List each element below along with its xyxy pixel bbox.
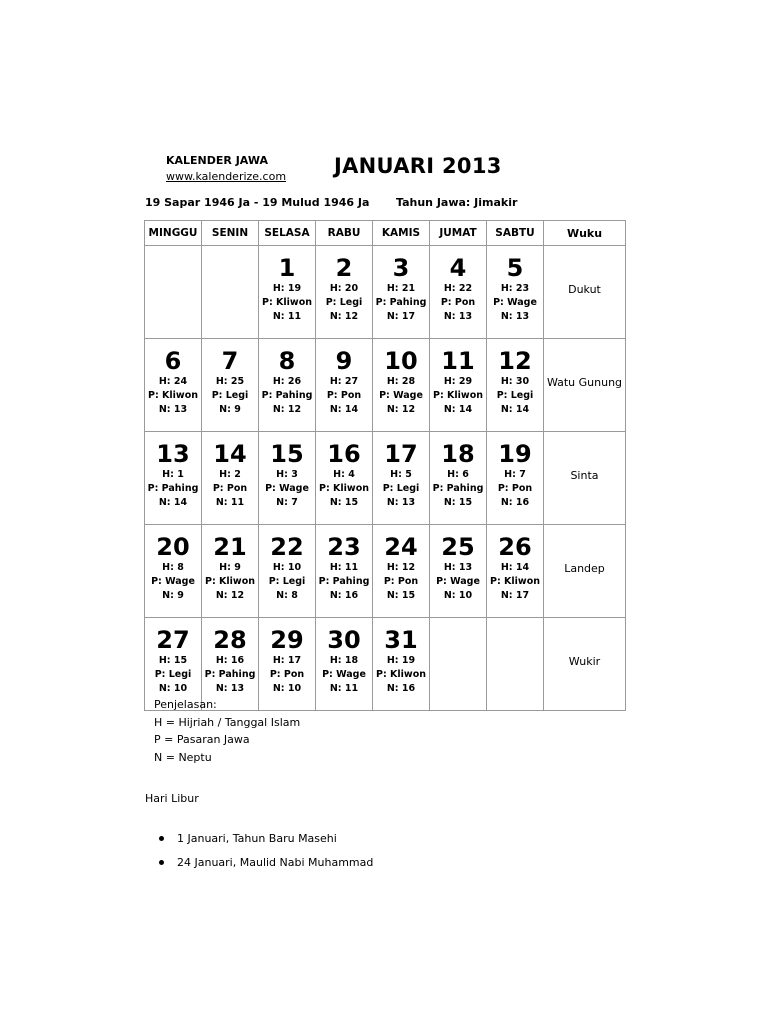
day-cell: [430, 246, 487, 339]
day-number: 28: [213, 626, 247, 654]
neptu: N: 17: [386, 311, 416, 322]
hijri-date: H: 6: [447, 469, 469, 480]
pasaran: P: Wage: [436, 576, 480, 587]
day-cell: [202, 525, 259, 618]
day-number: 27: [156, 626, 190, 654]
neptu: N: 15: [443, 497, 473, 508]
weekday-header: SABTU: [487, 221, 544, 246]
day-number: 31: [384, 626, 418, 654]
day-number: 12: [498, 347, 532, 375]
day-cell: [259, 525, 316, 618]
pasaran: P: Pon: [212, 483, 248, 494]
neptu: N: 11: [272, 311, 302, 322]
day-number: 13: [156, 440, 190, 468]
hijri-date: H: 21: [386, 283, 416, 294]
pasaran: P: Kliwon: [375, 669, 426, 680]
wuku-cell: Wukir: [544, 618, 626, 711]
week-row: [145, 432, 626, 525]
day-number: 2: [335, 254, 353, 282]
hijri-date: H: 17: [272, 655, 302, 666]
pasaran: P: Legi: [268, 576, 306, 587]
neptu: N: 12: [329, 311, 359, 322]
day-cell: [487, 339, 544, 432]
day-number: 30: [327, 626, 361, 654]
pasaran: P: Kliwon: [432, 390, 483, 401]
pasaran: P: Wage: [151, 576, 195, 587]
hijri-date: H: 5: [390, 469, 412, 480]
neptu: N: 10: [158, 683, 188, 694]
hijri-date: H: 23: [500, 283, 530, 294]
hijri-date: H: 29: [443, 376, 473, 387]
neptu: N: 13: [386, 497, 416, 508]
brand-title: KALENDER JAWA: [166, 154, 268, 167]
wuku-cell: Dukut: [544, 246, 626, 339]
holidays-title: Hari Libur: [145, 792, 199, 805]
hijri-date: H: 7: [504, 469, 526, 480]
neptu: N: 12: [215, 590, 245, 601]
pasaran: P: Kliwon: [147, 390, 198, 401]
neptu: N: 16: [500, 497, 530, 508]
day-number: 20: [156, 533, 190, 561]
day-number: 16: [327, 440, 361, 468]
day-number: 7: [221, 347, 239, 375]
pasaran: P: Legi: [325, 297, 363, 308]
day-cell: [145, 525, 202, 618]
day-cell: [316, 525, 373, 618]
day-cell: [373, 246, 430, 339]
hijri-date: H: 25: [215, 376, 245, 387]
pasaran: P: Kliwon: [261, 297, 312, 308]
hijri-date: H: 16: [215, 655, 245, 666]
day-number: 25: [441, 533, 475, 561]
brand-url-link[interactable]: www.kalenderize.com: [166, 170, 287, 183]
neptu: N: 14: [500, 404, 530, 415]
day-cell: [373, 618, 430, 711]
pasaran: P: Pahing: [432, 483, 484, 494]
pasaran: P: Wage: [265, 483, 309, 494]
hijri-date: H: 15: [158, 655, 188, 666]
hijri-date: H: 1: [162, 469, 184, 480]
wuku-cell: Sinta: [544, 432, 626, 525]
neptu: N: 16: [386, 683, 416, 694]
pasaran: P: Wage: [493, 297, 537, 308]
day-cell: [373, 339, 430, 432]
wuku-cell: Landep: [544, 525, 626, 618]
pasaran: P: Kliwon: [489, 576, 540, 587]
neptu: N: 14: [443, 404, 473, 415]
legend-title: Penjelasan:: [154, 698, 217, 711]
day-number: 24: [384, 533, 418, 561]
pasaran: P: Pahing: [318, 576, 370, 587]
neptu: N: 15: [329, 497, 359, 508]
neptu: N: 10: [443, 590, 473, 601]
hijri-date: H: 18: [329, 655, 359, 666]
day-cell: [373, 432, 430, 525]
neptu: N: 15: [386, 590, 416, 601]
day-number: 17: [384, 440, 418, 468]
pasaran: P: Legi: [211, 390, 249, 401]
weekday-header: MINGGU: [145, 221, 202, 246]
hijri-date: H: 22: [443, 283, 473, 294]
neptu: N: 14: [329, 404, 359, 415]
holiday-item: [159, 850, 373, 874]
weekday-header: SENIN: [202, 221, 259, 246]
neptu: N: 10: [272, 683, 302, 694]
hijri-date: H: 8: [162, 562, 184, 573]
hijri-date: H: 19: [272, 283, 302, 294]
neptu: N: 13: [500, 311, 530, 322]
tahun-jawa: Tahun Jawa: Jimakir: [396, 196, 518, 209]
day-cell: [430, 432, 487, 525]
pasaran: P: Legi: [154, 669, 192, 680]
pasaran: P: Pon: [269, 669, 305, 680]
bullet-icon: [159, 836, 164, 841]
week-row: [145, 339, 626, 432]
hijri-date: H: 12: [386, 562, 416, 573]
day-number: 3: [392, 254, 410, 282]
pasaran: P: Kliwon: [204, 576, 255, 587]
hijri-date: H: 19: [386, 655, 416, 666]
hijri-date: H: 2: [219, 469, 241, 480]
day-cell: [259, 432, 316, 525]
wuku-cell: Watu Gunung: [544, 339, 626, 432]
day-cell: [430, 525, 487, 618]
day-cell: [202, 432, 259, 525]
day-cell: [487, 246, 544, 339]
neptu: N: 14: [158, 497, 188, 508]
empty-day-cell: [145, 246, 202, 339]
neptu: N: 8: [276, 590, 298, 601]
day-number: 15: [270, 440, 304, 468]
hijri-date: H: 20: [329, 283, 359, 294]
weekday-header: RABU: [316, 221, 373, 246]
day-cell: [145, 432, 202, 525]
legend-item-p: P = Pasaran Jawa: [154, 733, 250, 746]
day-number: 6: [164, 347, 182, 375]
day-cell: [202, 339, 259, 432]
day-number: 8: [278, 347, 296, 375]
day-cell: [316, 246, 373, 339]
legend-item-h: H = Hijriah / Tanggal Islam: [154, 715, 301, 729]
empty-day-cell: [430, 618, 487, 711]
day-cell: [487, 525, 544, 618]
legend: [154, 696, 300, 766]
day-number: 23: [327, 533, 361, 561]
hijri-date: H: 13: [443, 562, 473, 573]
pasaran: P: Pahing: [204, 669, 256, 680]
holiday-text: 24 Januari, Maulid Nabi Muhammad: [177, 855, 374, 869]
hijri-date: H: 30: [500, 376, 530, 387]
day-number: 21: [213, 533, 247, 561]
neptu: N: 13: [215, 683, 245, 694]
day-number: 11: [441, 347, 475, 375]
hijri-date: H: 9: [219, 562, 241, 573]
day-cell: [259, 339, 316, 432]
neptu: N: 17: [500, 590, 530, 601]
pasaran: P: Legi: [496, 390, 534, 401]
week-row: [145, 525, 626, 618]
holiday-item: [159, 826, 373, 850]
day-cell: [373, 525, 430, 618]
day-cell: [259, 246, 316, 339]
brand-block: [166, 153, 286, 185]
neptu: N: 16: [329, 590, 359, 601]
day-number: 4: [449, 254, 467, 282]
day-cell: [316, 618, 373, 711]
hijri-date: H: 24: [158, 376, 188, 387]
pasaran: P: Pahing: [147, 483, 199, 494]
day-cell: [145, 339, 202, 432]
day-cell: [316, 339, 373, 432]
day-number: 14: [213, 440, 247, 468]
calendar-header-row: [145, 221, 626, 246]
hijri-date: H: 10: [272, 562, 302, 573]
day-number: 9: [335, 347, 353, 375]
wuku-column-header: Wuku: [544, 221, 626, 246]
hijri-date: H: 14: [500, 562, 530, 573]
pasaran: P: Wage: [322, 669, 366, 680]
neptu: N: 7: [276, 497, 298, 508]
empty-day-cell: [202, 246, 259, 339]
pasaran: P: Pahing: [375, 297, 427, 308]
day-number: 26: [498, 533, 532, 561]
week-row: [145, 246, 626, 339]
day-number: 5: [506, 254, 524, 282]
pasaran: P: Pahing: [261, 390, 313, 401]
pasaran: P: Pon: [383, 576, 419, 587]
holidays-list: [159, 826, 373, 874]
javanese-date-range: 19 Sapar 1946 Ja - 19 Mulud 1946 Ja: [145, 196, 370, 209]
day-number: 22: [270, 533, 304, 561]
weekday-header: JUMAT: [430, 221, 487, 246]
neptu: N: 13: [443, 311, 473, 322]
neptu: N: 12: [386, 404, 416, 415]
neptu: N: 9: [162, 590, 184, 601]
bullet-icon: [159, 860, 164, 865]
hijri-date: H: 28: [386, 376, 416, 387]
hijri-date: H: 27: [329, 376, 359, 387]
pasaran: P: Kliwon: [318, 483, 369, 494]
month-title: JANUARI 2013: [334, 154, 502, 178]
pasaran: P: Pon: [497, 483, 533, 494]
hijri-date: H: 4: [333, 469, 355, 480]
neptu: N: 9: [219, 404, 241, 415]
day-number: 1: [278, 254, 296, 282]
neptu: N: 12: [272, 404, 302, 415]
day-number: 18: [441, 440, 475, 468]
neptu: N: 13: [158, 404, 188, 415]
pasaran: P: Legi: [382, 483, 420, 494]
day-cell: [430, 339, 487, 432]
day-cell: [316, 432, 373, 525]
pasaran: P: Pon: [326, 390, 362, 401]
legend-item-n: N = Neptu: [154, 750, 212, 764]
weekday-header: SELASA: [259, 221, 316, 246]
hijri-date: H: 11: [329, 562, 359, 573]
calendar-table: [144, 220, 626, 711]
neptu: N: 11: [215, 497, 245, 508]
day-number: 29: [270, 626, 304, 654]
day-number: 10: [384, 347, 418, 375]
neptu: N: 11: [329, 683, 359, 694]
holiday-text: 1 Januari, Tahun Baru Masehi: [177, 831, 337, 845]
weekday-header: KAMIS: [373, 221, 430, 246]
day-number: 19: [498, 440, 532, 468]
pasaran: P: Pon: [440, 297, 476, 308]
pasaran: P: Wage: [379, 390, 423, 401]
day-cell: [487, 432, 544, 525]
hijri-date: H: 26: [272, 376, 302, 387]
empty-day-cell: [487, 618, 544, 711]
hijri-date: H: 3: [276, 469, 298, 480]
